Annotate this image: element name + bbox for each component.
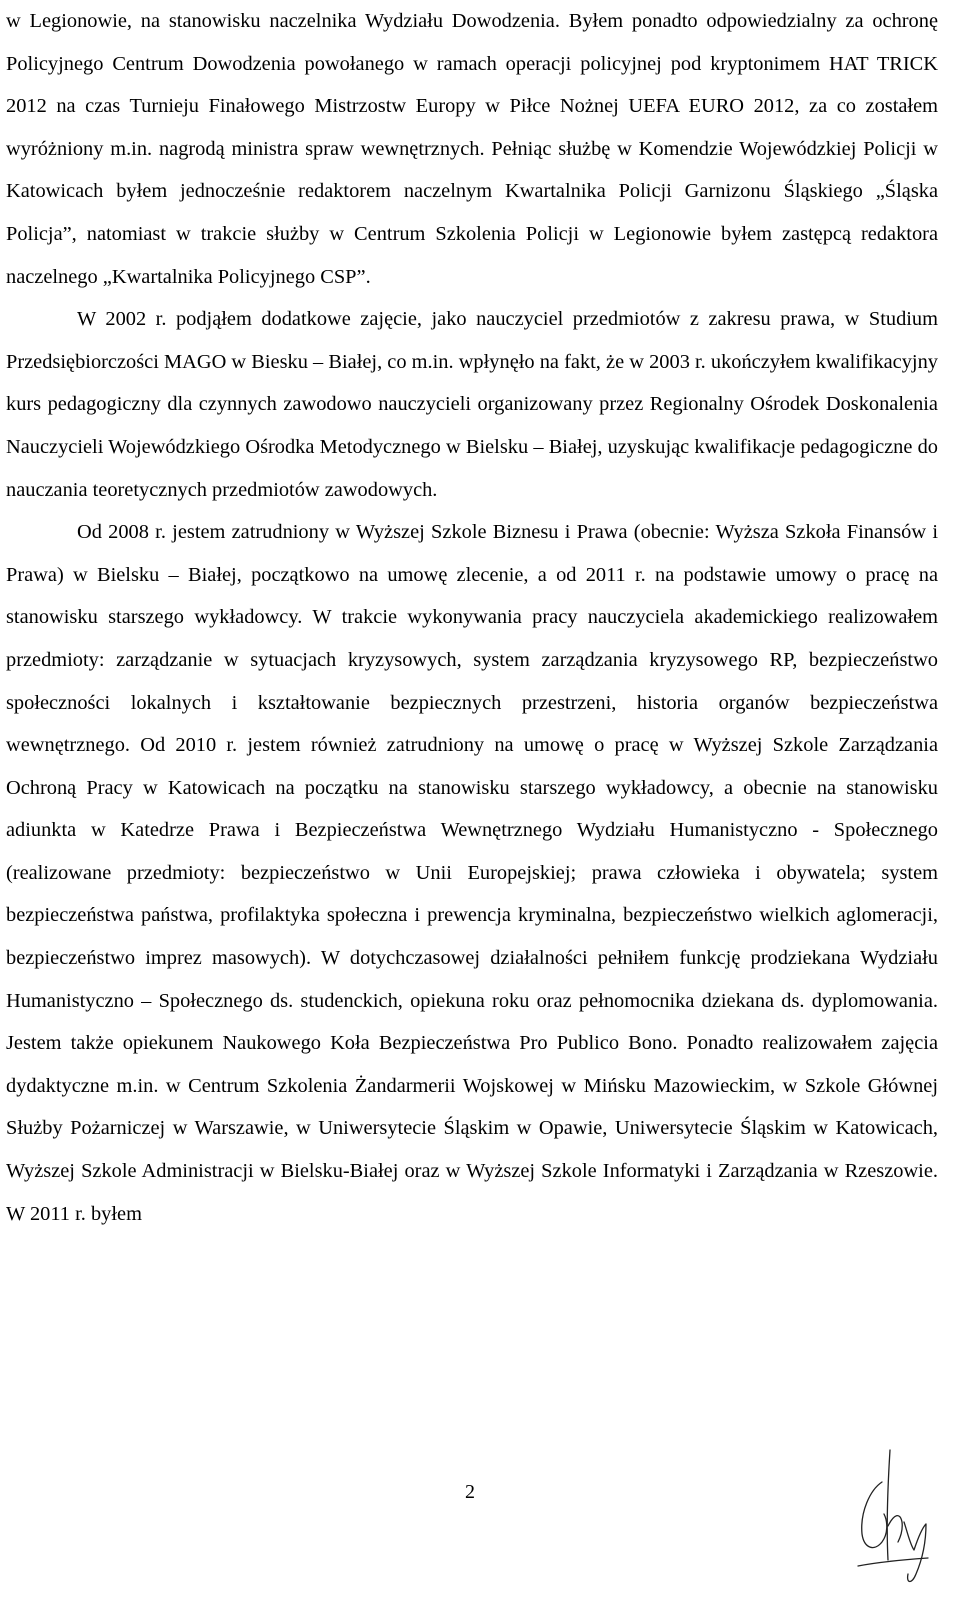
- paragraph-2: W 2002 r. podjąłem dodatkowe zajęcie, jako nauczyciel przedmiotów z zakresu prawa, w Studium Przedsiębiorczości MAGO w Biesku – Białej, co m.in. wpłynęło na fakt, że w 2003 r. ukończyłem kwalifikacyjny kurs pedagogiczny dla czynnych zawodowo nauczycieli organizowany przez Regionalny Ośrodek Doskonalenia Nauczycieli Wojewódzkiego Ośrodka Metodycznego w Bielsku – Białej, uzyskując kwalifikacje pedagogiczne do nauczania teoretycznych przedmiotów zawodowych.: [6, 308, 938, 501]
- paragraph-3: Od 2008 r. jestem zatrudniony w Wyższej Szkole Biznesu i Prawa (obecnie: Wyższa Szkoła Finansów i Prawa) w Bielsku – Białej, początkowo na umowę zlecenie, a od 2011 r. na podstawie umowy o pracę na stanowisku starszego wykładowcy. W trakcie wykonywania pracy nauczyciela akademickiego realizowałem przedmioty: zarządzanie w sytuacjach kryzysowych, system zarządzania kryzysowego RP, bezpieczeństwo społeczności lokalnych i kształtowanie bezpiecznych przestrzeni, historia organów bezpieczeństwa wewnętrznego. Od 2010 r. jestem również zatrudniony na umowę o pracę w Wyższej Szkole Zarządzania Ochroną Pracy w Katowicach na początku na stanowisku starszego wykładowcy, a obecnie na stanowisku adiunkta w Katedrze Prawa i Bezpieczeństwa Wewnętrznego Wydziału Humanistyczno - Społecznego (realizowane przedmioty: bezpieczeństwo w Unii Europejskiej; prawa człowieka i obywatela; system bezpieczeństwa państwa, profilaktyka społeczna i prewencja kryminalna, bezpieczeństwo wielkich aglomeracji, bezpieczeństwo imprez masowych). W dotychczasowej działalności pełniłem funkcję prodziekana Wydziału Humanistyczno – Społecznego ds. studenckich, opiekuna roku oraz pełnomocnika dziekana ds. dyplomowania. Jestem także opiekunem Naukowego Koła Bezpieczeństwa Pro Publico Bono. Ponadto realizowałem zajęcia dydaktyczne m.in. w Centrum Szkolenia Żandarmerii Wojskowej w Mińsku Mazowieckim, w Szkole Głównej Służby Pożarniczej w Warszawie, w Uniwersytecie Śląskim w Opawie, Uniwersytecie Śląskim w Katowicach, Wyższej Szkole Administracji w Bielsku-Białej oraz w Wyższej Szkole Informatyki i Zarządzania w Rzeszowie. W 2011 r. byłem: [6, 521, 938, 1225]
- body-text: [6, 0, 938, 1235]
- paragraph-1: w Legionowie, na stanowisku naczelnika Wydziału Dowodzenia. Byłem ponadto odpowiedzialny za ochronę Policyjnego Centrum Dowodzenia powołanego w ramach operacji policyjnej pod kryptonimem HAT TRICK 2012 na czas Turnieju Finałowego Mistrzostw Europy w Piłce Nożnej UEFA EURO 2012, za co zostałem wyróżniony m.in. nagrodą ministra spraw wewnętrznych. Pełniąc służbę w Komendzie Wojewódzkiej Policji w Katowicach byłem jednocześnie redaktorem naczelnym Kwartalnika Policji Garnizonu Śląskiego „Śląska Policja”, natomiast w trakcie służby w Centrum Szkolenia Policji w Legionowie byłem zastępcą redaktora naczelnego „Kwartalnika Policyjnego CSP”.: [6, 10, 938, 288]
- handwritten-signature-icon: [848, 1442, 936, 1588]
- page-number: 2: [465, 1481, 475, 1503]
